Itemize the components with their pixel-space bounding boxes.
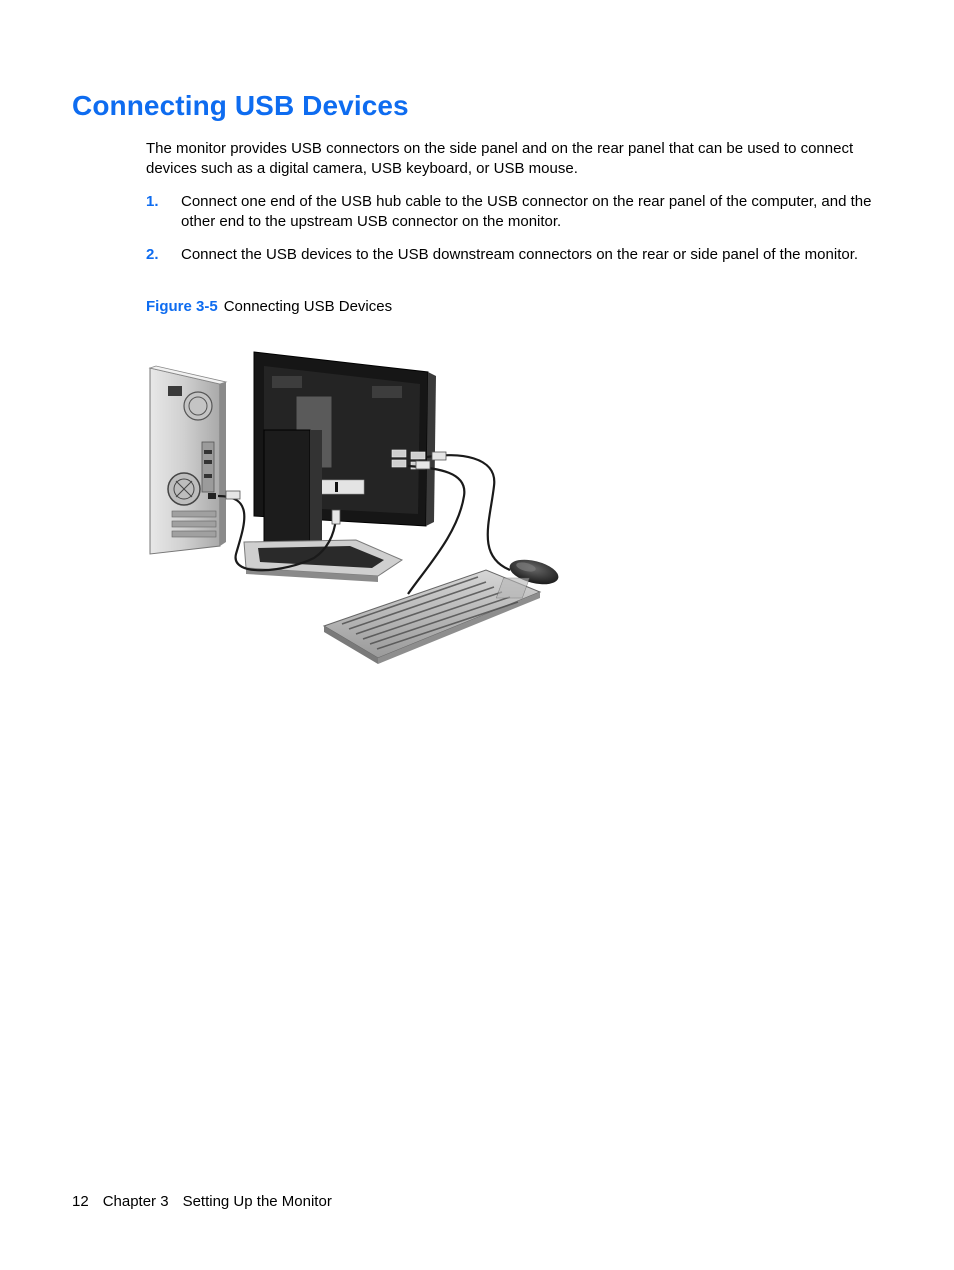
page-title: Connecting USB Devices [72,90,409,121]
step-text: Connect the USB devices to the USB downstream connectors on the rear or side panel of the monitor. [181,246,859,263]
step-number: 2. [146,246,159,263]
usb-connection-illustration [146,346,566,666]
step-text: Connect one end of the USB hub cable to the USB connector on the rear panel of the computer, and the other end to the upstream USB connector on the monitor. [181,193,872,230]
intro-paragraph: The monitor provides USB connectors on the side panel and on the rear panel that can be used to connect devices such as a digital camera, USB keyboard, or USB mouse. [146,140,854,177]
page-number: 12 [72,1193,89,1210]
computer-tower [150,366,226,554]
figure-caption [146,298,392,315]
page-footer [72,1193,346,1210]
figure-caption-text: Connecting USB Devices [223,298,393,315]
chapter-label: Chapter 3 [102,1193,169,1210]
chapter-title: Setting Up the Monitor [182,1193,332,1210]
keyboard [324,570,540,664]
step-number: 1. [146,193,159,210]
figure-label: Figure 3-5 [146,298,218,315]
